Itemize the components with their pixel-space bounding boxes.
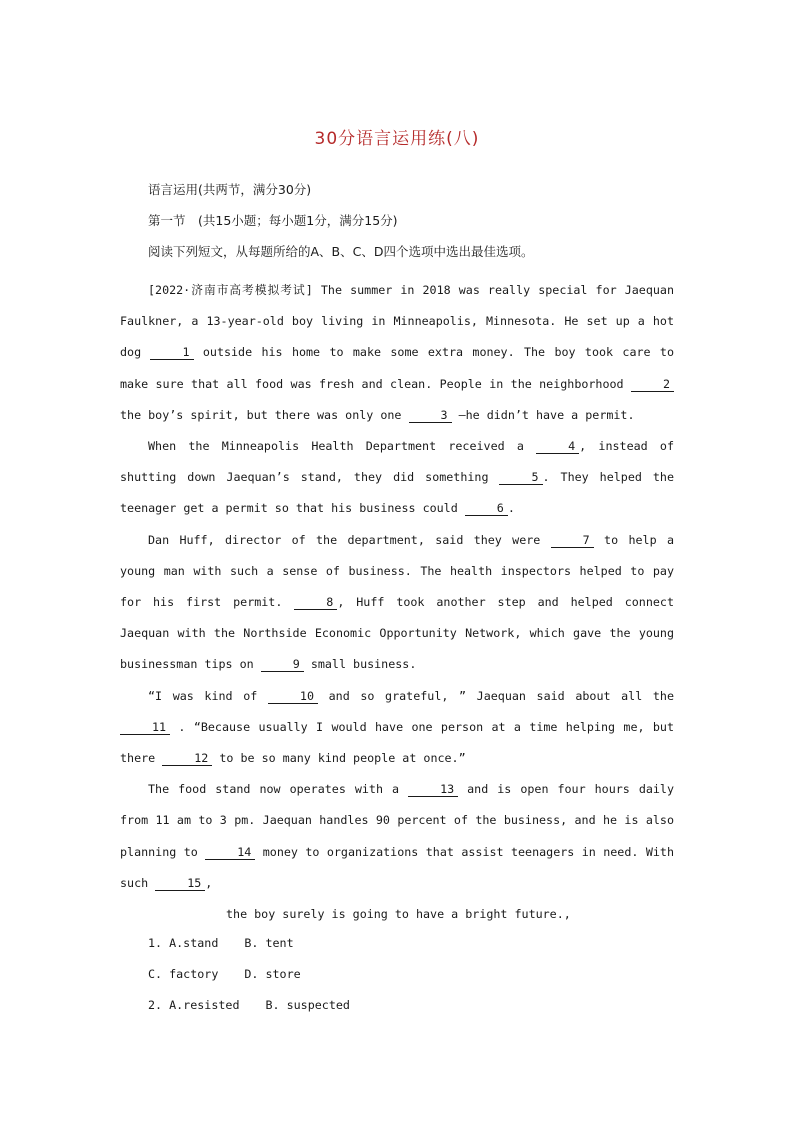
passage-paragraph-3 bbox=[120, 525, 674, 681]
blank-13: 13 bbox=[408, 782, 458, 797]
option-row bbox=[148, 928, 350, 959]
section-heading: 语言运用(共两节，满分30分) bbox=[148, 182, 312, 197]
passage-text: . They helped the teenager get a permit so that his business could bbox=[120, 470, 675, 516]
option-1b: B. tent bbox=[244, 936, 294, 950]
passage-text: , Huff took another step and helped connect Jaequan with the Northside Economic Opportunity Network, which gave the young businessman tips on bbox=[120, 595, 674, 672]
answer-options bbox=[148, 928, 350, 1021]
passage-text: “I was kind of bbox=[148, 688, 268, 703]
blank-10: 10 bbox=[268, 689, 318, 704]
page-title: 30分语言运用练(八) bbox=[314, 129, 480, 149]
passage-text: . bbox=[507, 501, 515, 516]
option-2a: 2. A.resisted bbox=[148, 998, 240, 1012]
blank-2: 2 bbox=[631, 377, 674, 392]
passage-text: the boy’s spirit, but there was only one bbox=[120, 407, 409, 422]
passage-paragraph-1 bbox=[120, 275, 674, 431]
passage-paragraph-2 bbox=[120, 431, 674, 525]
passage-text: When the Minneapolis Health Department received a bbox=[148, 439, 537, 454]
passage-closing-line: the boy surely is going to have a bright future., bbox=[226, 907, 571, 922]
passage-text: —he didn’t have a permit. bbox=[451, 407, 635, 422]
blank-5: 5 bbox=[499, 470, 542, 485]
passage-text: . “Because usually I would have one person at a time helping me, but there bbox=[120, 719, 674, 766]
blank-8: 8 bbox=[294, 595, 337, 610]
blank-15: 15 bbox=[155, 876, 205, 891]
passage-text: The food stand now operates with a bbox=[148, 782, 409, 797]
reading-passage bbox=[120, 275, 674, 930]
blank-14: 14 bbox=[205, 845, 255, 860]
passage-text: to be so many kind people at once.” bbox=[212, 751, 466, 766]
instruction-text: 阅读下列短文，从每题所给的A、B、C、D四个选项中选出最佳选项。 bbox=[148, 244, 534, 259]
passage-text: money to organizations that assist teenagers in need. With such bbox=[120, 844, 674, 890]
blank-11: 11 bbox=[120, 720, 170, 735]
passage-text: [2022·济南市高考模拟考试] The summer in 2018 was really special for Jaequan Faulkner, a 13-year-old boy living in Minneapolis, Minnesota. He set up a hot dog bbox=[120, 283, 674, 360]
blank-7: 7 bbox=[551, 533, 594, 548]
passage-text: , instead of shutting down Jaequan’s stand, they did something bbox=[120, 439, 674, 485]
blank-9: 9 bbox=[261, 657, 304, 672]
passage-text: small business. bbox=[303, 657, 417, 672]
option-1c: C. factory bbox=[148, 967, 219, 981]
option-1d: D. store bbox=[244, 967, 301, 981]
blank-1: 1 bbox=[150, 345, 193, 360]
passage-paragraph-5 bbox=[120, 774, 674, 899]
option-2b: B. suspected bbox=[265, 998, 350, 1012]
option-row bbox=[148, 959, 350, 990]
passage-text: and so grateful, ” Jaequan said about all the bbox=[318, 688, 674, 703]
passage-paragraph-4 bbox=[120, 681, 674, 775]
passage-text: , bbox=[205, 875, 213, 890]
passage-text: and is open four hours daily from 11 am to 3 pm. Jaequan handles 90 percent of the business, and he is also planning to bbox=[120, 782, 675, 859]
blank-4: 4 bbox=[536, 439, 579, 454]
blank-6: 6 bbox=[465, 501, 508, 516]
option-row bbox=[148, 990, 350, 1021]
subsection-heading: 第一节 (共15小题；每小题1分，满分15分) bbox=[148, 213, 398, 228]
passage-text: Dan Huff, director of the department, said they were bbox=[148, 532, 551, 547]
option-1a: 1. A.stand bbox=[148, 936, 219, 950]
blank-3: 3 bbox=[409, 408, 452, 423]
passage-text: outside his home to make some extra money. The boy took care to make sure that all food was fresh and clean. People in the neighborhood bbox=[120, 345, 674, 391]
passage-text: to help a young man with such a sense of business. The health inspectors helped to pay for his first permit. bbox=[120, 532, 674, 610]
blank-12: 12 bbox=[162, 751, 212, 766]
